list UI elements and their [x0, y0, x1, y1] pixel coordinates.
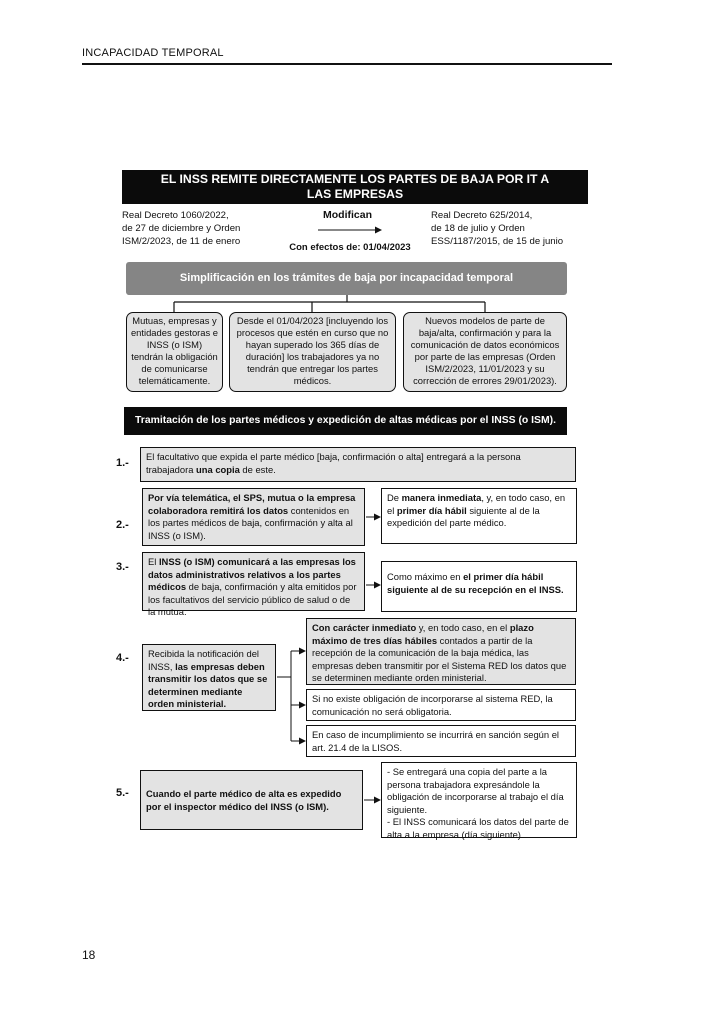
- step-number-4: 4.-: [116, 652, 129, 664]
- decree-right-line: ESS/1187/2015, de 15 de junio: [431, 236, 564, 248]
- bold-text: las empresas deben transmitir los datos que se determinen mediante orden ministerial.: [148, 660, 268, 709]
- text: y, en todo caso, en el: [416, 622, 510, 633]
- step1-box: [140, 447, 576, 482]
- bold-text: manera inmediata: [401, 492, 482, 503]
- text: , y, en todo caso, en el: [387, 492, 566, 516]
- step5-source-box: [140, 770, 363, 830]
- step4-sanction-box: En caso de incumplimiento se incurrirá en sanción según el art. 21.4 de la LISOS.: [306, 725, 576, 757]
- step3-source-box: [142, 552, 365, 617]
- step5-item: - Se entregará una copia del parte a la persona trabajadora expresándole la obligación de incorporarse al trabajo el día siguiente.: [387, 766, 564, 815]
- text: contenidos en los partes médicos de baja, confirmación y alta al INSS (o ISM).: [148, 504, 353, 541]
- text: Recibida la notificación del INSS,: [148, 648, 260, 672]
- bold-text: INSS (o ISM) comunicará a las empresas los datos administrativos relativos a los partes médicos: [148, 556, 356, 592]
- bold-text: Cuando el parte médico de alta es expedido por el inspector médico del INSS (o ISM).: [146, 788, 342, 812]
- step4-red-box: Si no existe obligación de incorporarse al sistema RED, la comunicación no será obligatoria.: [306, 689, 576, 721]
- decree-left: [122, 209, 272, 249]
- bold-text: Por vía telemática, el SPS, mutua o la empresa colaboradora remitirá los datos: [148, 492, 356, 516]
- text: El facultativo que expida el parte médico [baja, confirmación o alta] entregará a la persona trabajadora: [146, 451, 521, 475]
- step-number-1: 1.-: [116, 457, 129, 469]
- bold-text: Con carácter inmediato: [312, 622, 417, 633]
- tramitacion-banner: Tramitación de los partes médicos y expedición de altas médicas por el INSS (o ISM).: [124, 407, 567, 435]
- bold-text: plazo máximo de tres días hábiles: [312, 622, 534, 646]
- step-number-3: 3.-: [116, 561, 129, 573]
- modifican-label: Modifican: [323, 209, 372, 221]
- step2-source-box: [142, 488, 365, 546]
- bold-text: el primer día hábil siguiente al de su recepción en el INSS.: [387, 571, 564, 595]
- decree-left-line: Real Decreto 1060/2022,: [122, 210, 229, 221]
- step2-deadline-box: [381, 488, 577, 544]
- step3-deadline-box: [381, 561, 577, 612]
- step5-result-box: [381, 762, 577, 838]
- decree-left-line: ISM/2/2023, de 11 de enero: [122, 236, 241, 248]
- bold-text: una copia: [196, 463, 240, 475]
- bold-text: primer día hábil: [396, 504, 467, 516]
- step-number-2: 2.-: [116, 519, 129, 531]
- text: siguiente al de la expedición del parte médico.: [387, 504, 540, 528]
- main-title-line1: EL INSS REMITE DIRECTAMENTE LOS PARTES DE BAJA POR IT A: [160, 172, 550, 186]
- text: contados a partir de la recepción de la comunicación de la baja médica, las empresas deben transmitir por el Sistema RED los datos que se determinen mediante orden ministerial.: [312, 634, 567, 683]
- decree-left-line: de 27 de diciembre y Orden: [122, 223, 241, 235]
- rounded-box-modelos: Nuevos modelos de parte de baja/alta, confirmación y para la comunicación de datos económicos por parte de las empresas (Orden ISM/2/2023, 11/01/2023 y su corrección de errores 29/01/2023).: [403, 312, 567, 392]
- step-number-5: 5.-: [116, 787, 129, 799]
- rounded-box-partes: Desde el 01/04/2023 [incluyendo los procesos que estén en curso que no hayan superado los 365 días de duración] los trabajadores ya no tendrán que entregar los partes médicos.: [229, 312, 396, 392]
- page-number: 18: [82, 948, 96, 962]
- decree-right-line: Real Decreto 625/2014,: [431, 210, 533, 221]
- text: de baja, confirmación y alta emitidos por los facultativos del servicio público de salud o de la mutua.: [148, 581, 357, 617]
- rounded-box-telematic: Mutuas, empresas y entidades gestoras e INSS (o ISM) tendrán la obligación de comunicarse telemáticamente.: [126, 312, 223, 392]
- main-title: [122, 170, 588, 204]
- simplification-banner: Simplificación en los trámites de baja por incapacidad temporal: [126, 262, 567, 295]
- text: De: [387, 492, 402, 503]
- main-title-line2: LAS EMPRESAS: [306, 187, 404, 201]
- step5-item: - El INSS comunicará los datos del parte de alta a la empresa (día siguiente).: [387, 816, 569, 840]
- decree-right: [431, 209, 601, 249]
- text: El: [148, 556, 159, 567]
- decree-right-line: de 18 de julio y Orden: [431, 223, 525, 235]
- step4-deadline-box: [306, 618, 576, 685]
- step4-source-box: [142, 644, 276, 711]
- running-header: INCAPACIDAD TEMPORAL: [82, 47, 224, 59]
- text: de este.: [239, 463, 276, 475]
- efectos-label: Con efectos de: 01/04/2023: [289, 242, 411, 253]
- text: Como máximo en: [387, 571, 464, 582]
